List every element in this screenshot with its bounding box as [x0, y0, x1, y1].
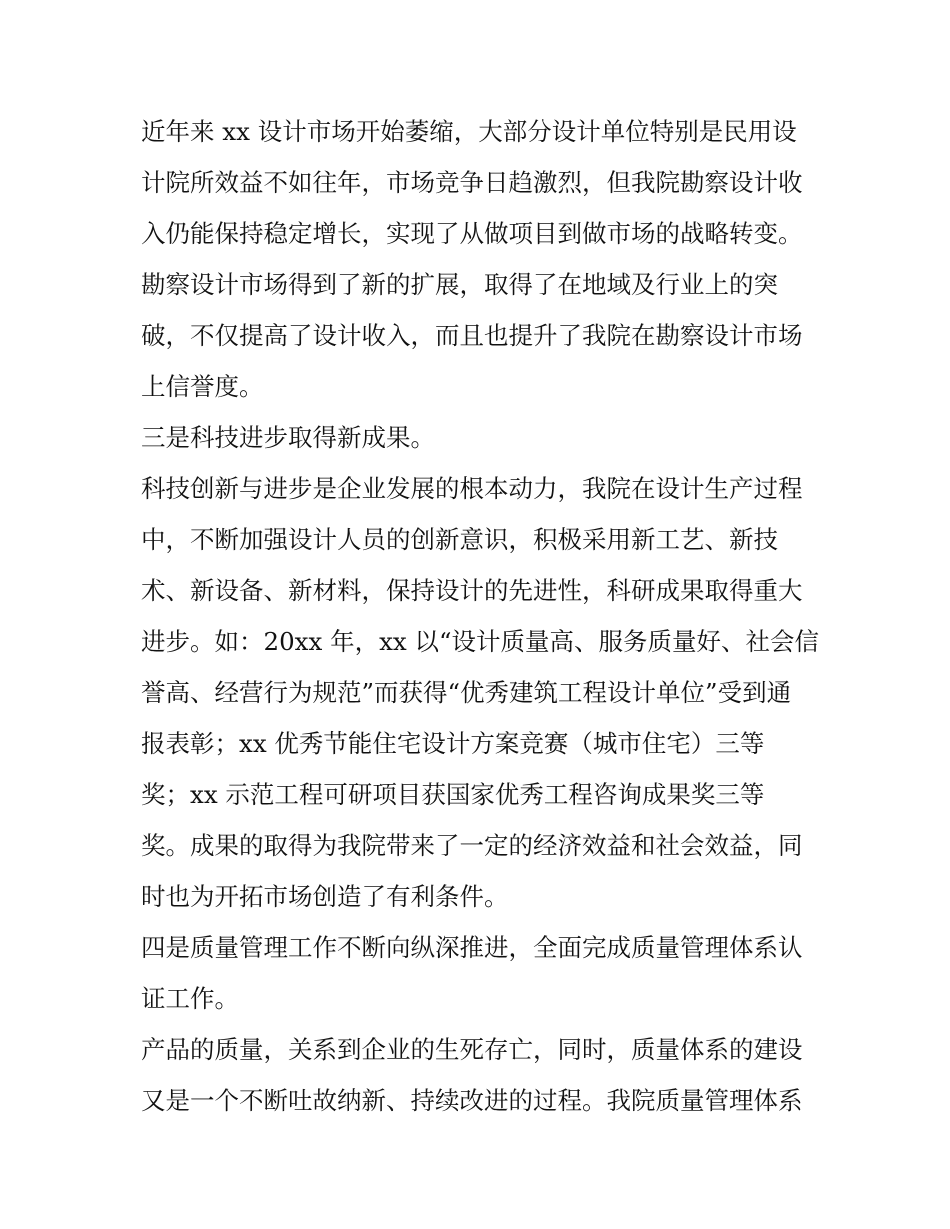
text-line: 入仍能保持稳定增长，实现了从做项目到做市场的战略转变。 — [141, 219, 803, 248]
paragraph-tech-innovation — [141, 463, 821, 922]
text-line: 破，不仅提高了设计收入，而且也提升了我院在勘察设计市场 — [141, 321, 803, 350]
text-line: 报表彰；xx 优秀节能住宅设计方案竞赛（城市住宅）三等 — [141, 729, 765, 758]
paragraph-heading-tech-progress — [141, 412, 821, 463]
document-body — [141, 106, 821, 1126]
text-line: 上信誉度。 — [141, 372, 264, 401]
text-line: 近年来 xx 设计市场开始萎缩，大部分设计单位特别是民用设 — [141, 117, 797, 146]
text-line: 中，不断加强设计人员的创新意识，积极采用新工艺、新技 — [141, 525, 778, 554]
text-line: 三是科技进步取得新成果。 — [141, 423, 435, 452]
text-line: 时也为开拓市场创造了有利条件。 — [141, 882, 509, 911]
paragraph-market-growth — [141, 106, 821, 412]
text-line: 又是一个不断吐故纳新、持续改进的过程。我院质量管理体系 — [141, 1086, 803, 1115]
text-line: 进步。如：20xx 年，xx 以“设计质量高、服务质量好、社会信 — [141, 627, 820, 656]
text-line: 计院所效益不如往年，市场竞争日趋激烈，但我院勘察设计收 — [141, 168, 803, 197]
text-line: 产品的质量，关系到企业的生死存亡，同时，质量体系的建设 — [141, 1035, 803, 1064]
text-line: 科技创新与进步是企业发展的根本动力，我院在设计生产过程 — [141, 474, 803, 503]
text-line: 术、新设备、新材料，保持设计的先进性，科研成果取得重大 — [141, 576, 803, 605]
paragraph-heading-quality-management — [141, 922, 821, 1024]
paragraph-product-quality — [141, 1024, 821, 1126]
text-line: 奖。成果的取得为我院带来了一定的经济效益和社会效益，同 — [141, 831, 803, 860]
text-line: 勘察设计市场得到了新的扩展，取得了在地域及行业上的突 — [141, 270, 778, 299]
text-line: 证工作。 — [141, 984, 239, 1013]
text-line: 四是质量管理工作不断向纵深推进，全面完成质量管理体系认 — [141, 933, 803, 962]
text-line: 誉高、经营行为规范”而获得“优秀建筑工程设计单位”受到通 — [141, 678, 792, 707]
text-line: 奖；xx 示范工程可研项目获国家优秀工程咨询成果奖三等 — [141, 780, 765, 809]
